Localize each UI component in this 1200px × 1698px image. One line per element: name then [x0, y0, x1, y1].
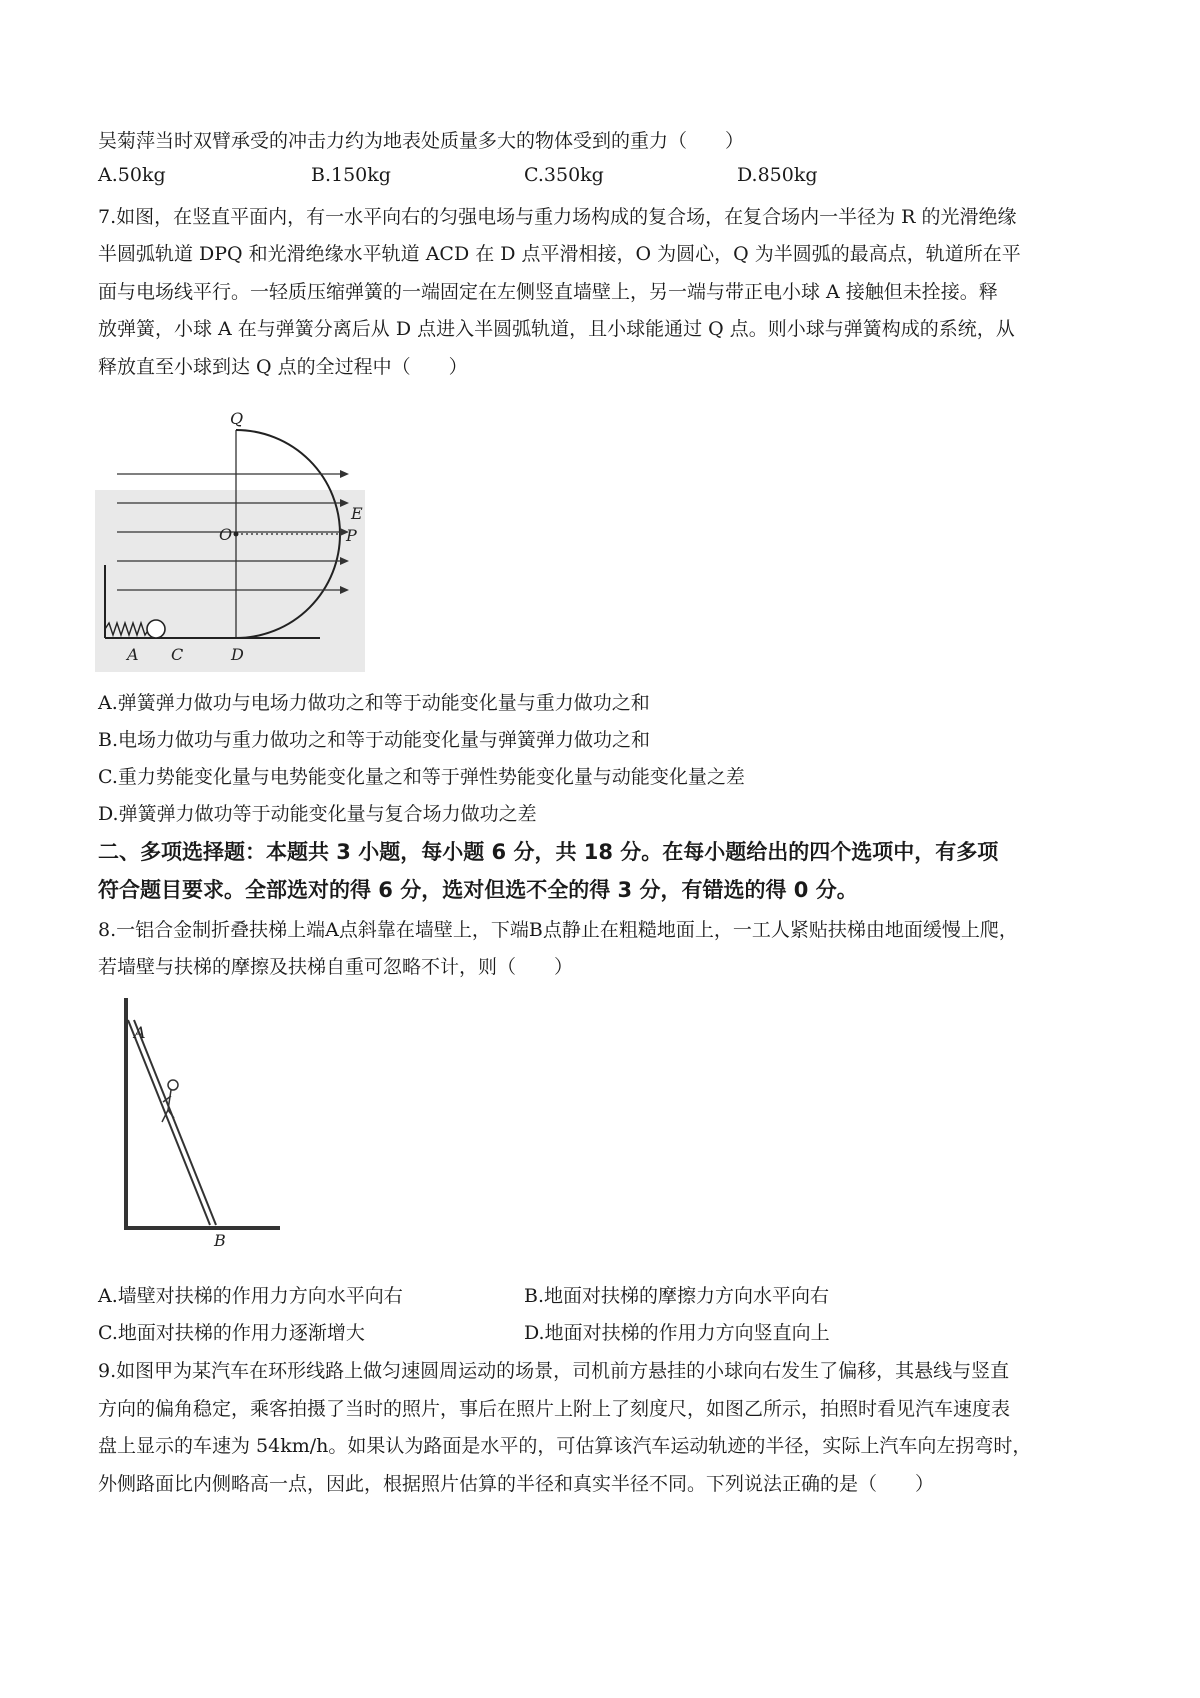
q8-option-a: A.墙壁对扶梯的作用力方向水平向右: [98, 1285, 403, 1307]
q7-option-a: A.弹簧弹力做功与电场力做功之和等于动能变化量与重力做功之和: [98, 692, 650, 714]
q7-option-b: B.电场力做功与重力做功之和等于动能变化量与弹簧弹力做功之和: [98, 729, 651, 751]
label-d: D: [231, 645, 244, 664]
section-heading: 二、多项选择题：本题共 3 小题，每小题 6 分，共 18 分。在每小题给出的四个选项中，有多项: [98, 840, 999, 864]
label-c: C: [171, 645, 184, 664]
section-heading: 符合题目要求。全部选对的得 6 分，选对但选不全的得 3 分，有错选的得 0 分。: [98, 878, 858, 902]
q9-stem-line: 方向的偏角稳定，乘客拍摄了当时的照片，事后在照片上附上了刻度尺，如图乙所示，拍照时看见汽车速度表: [98, 1398, 1011, 1420]
ladder-rail: [128, 1020, 210, 1225]
q7-option-c: C.重力势能变化量与电势能变化量之和等于弹性势能变化量与动能变化量之差: [98, 766, 745, 788]
q7-stem-line: 面与电场线平行。一轻质压缩弹簧的一端固定在左侧竖直墙壁上，另一端与带正电小球 A 接触但未拴接。释: [98, 281, 998, 303]
center-dot: [234, 532, 239, 537]
q9-stem-line: 外侧路面比内侧略高一点，因此，根据照片估算的半径和真实半径不同。下列说法正确的是（ ）: [98, 1473, 935, 1495]
label-o: O: [219, 525, 233, 544]
q7-figure: [95, 410, 375, 672]
q6-stem: 吴菊萍当时双臂承受的冲击力约为地表处质量多大的物体受到的重力（ ）: [98, 130, 745, 152]
label-p: P: [346, 526, 357, 545]
q7-stem-line: 放弹簧，小球 A 在与弹簧分离后从 D 点进入半圆弧轨道，且小球能通过 Q 点。则小球与弹簧构成的系统，从: [98, 318, 1015, 340]
ball: [147, 620, 165, 638]
q6-option-c: C.350kg: [524, 164, 604, 186]
q7-stem-line: 释放直至小球到达 Q 点的全过程中（ ）: [98, 356, 468, 378]
label-q: Q: [230, 410, 244, 428]
q8-figure: [118, 998, 286, 1248]
q8-option-c: C.地面对扶梯的作用力逐渐增大: [98, 1322, 365, 1344]
q6-option-a: A.50kg: [98, 164, 166, 186]
label-b: B: [214, 1231, 226, 1248]
q7-option-d: D.弹簧弹力做功等于动能变化量与复合场力做功之差: [98, 803, 537, 825]
ground: [124, 1226, 280, 1230]
q6-option-d: D.850kg: [737, 164, 818, 186]
label-e: E: [351, 504, 363, 523]
q9-stem-line: 盘上显示的车速为 54km/h。如果认为路面是水平的，可估算该汽车运动轨迹的半径，实际上汽车向左拐弯时，: [98, 1435, 1032, 1457]
q9-stem-line: 9.如图甲为某汽车在环形线路上做匀速圆周运动的场景，司机前方悬挂的小球向右发生了偏移，其悬线与竖直: [98, 1360, 1010, 1382]
q8-option-d: D.地面对扶梯的作用力方向竖直向上: [524, 1322, 830, 1344]
q6-option-b: B.150kg: [311, 164, 391, 186]
label-a: A: [134, 1023, 146, 1042]
wall: [124, 998, 128, 1230]
worker: [162, 1080, 178, 1122]
ladder-rail: [134, 1020, 216, 1225]
label-a: A: [127, 645, 139, 664]
q8-stem-line: 8.一铝合金制折叠扶梯上端A点斜靠在墙壁上，下端B点静止在粗糙地面上，一工人紧贴扶梯由地面缓慢上爬，: [98, 919, 1018, 941]
q8-stem-line: 若墙壁与扶梯的摩擦及扶梯自重可忽略不计，则（ ）: [98, 956, 574, 978]
q8-option-b: B.地面对扶梯的摩擦力方向水平向右: [524, 1285, 830, 1307]
q7-stem-line: 半圆弧轨道 DPQ 和光滑绝缘水平轨道 ACD 在 D 点平滑相接，O 为圆心，Q 为半圆弧的最高点，轨道所在平: [98, 243, 1021, 265]
q7-stem-line: 7.如图，在竖直平面内，有一水平向右的匀强电场与重力场构成的复合场，在复合场内一半径为 R 的光滑绝缘: [98, 206, 1017, 228]
